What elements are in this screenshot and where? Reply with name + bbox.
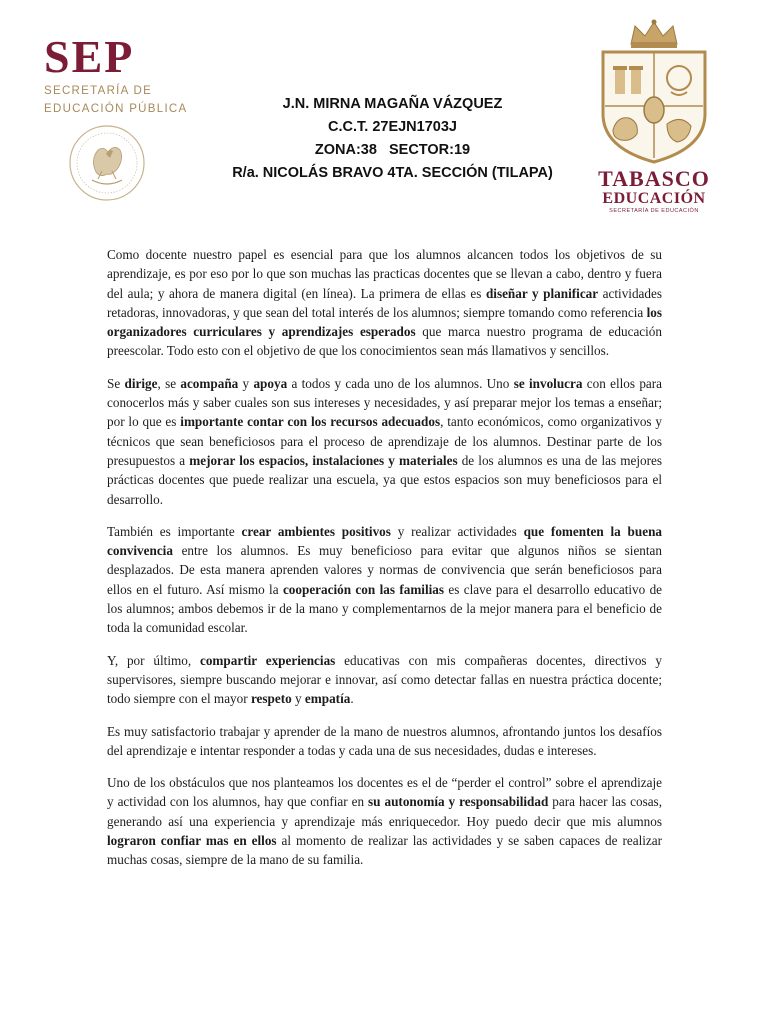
emphasis-text: compartir experiencias xyxy=(199,652,336,668)
paragraph-text: educativas con mis compañeras docentes, directivos y supervisores, siempre buscando mejorar e innovar, así como detectar fallas en nuestra práctica docente; todo siempre con el mayor xyxy=(107,652,663,707)
paragraph-text: de los alumnos es una de las mejores prácticas docentes que puede realizar una escuela, ya que estos espacios son muy beneficiosos para el desarrollo. xyxy=(107,452,662,507)
sep-logo xyxy=(44,31,194,116)
paragraph-text: Uno de los obstáculos que nos planteamos los docentes es el de “perder el control” sobre el aprendizaje y actividad con los alumnos, hay que confiar en xyxy=(107,775,662,810)
paragraph-text: Es muy satisfactorio trabajar y aprender de la mano de nuestros alumnos, afrontando juntos los desafíos del aprendizaje e intentar responder a todas y cada una de sus necesidades, dudas e intereses. xyxy=(107,723,662,758)
tabasco-logo-name: TABASCO xyxy=(598,166,710,191)
emphasis-text: se involucra xyxy=(513,375,583,391)
emphasis-text: su autonomía y responsabilidad xyxy=(368,794,549,810)
emphasis-text: apoya xyxy=(253,375,288,391)
paragraph-text: . xyxy=(350,691,354,707)
emphasis-text: dirige xyxy=(124,375,158,391)
paragraph-text: y xyxy=(238,375,254,391)
paragraph-text: entre los alumnos. Es muy beneficioso para evitar que algunos niños se sientan desplazados. De esta manera aprenden valores y normas de convivencia que serán beneficiosos para ellos en el futuro. Así mismo la xyxy=(107,543,662,597)
sep-logo-word: SEP xyxy=(44,31,135,82)
body-paragraph xyxy=(107,522,662,638)
emphasis-text: crear ambientes positivos xyxy=(241,523,391,539)
school-cct: C.C.T. 27EJN1703J xyxy=(328,119,457,135)
emphasis-text: mejorar los espacios, instalaciones y materiales xyxy=(189,452,458,468)
emphasis-text: los organizadores curriculares y aprendizajes esperados xyxy=(107,304,662,340)
paragraph-text: a todos y cada uno de los alumnos. Uno xyxy=(287,375,514,391)
paragraph-text: para hacer las cosas, generando así una experiencia y aprendizaje más enriquecedor. Hoy puedo decir que mis alumnos xyxy=(107,794,662,829)
emphasis-text: diseñar y planificar xyxy=(485,285,599,301)
body-paragraph xyxy=(107,773,662,869)
paragraph-text: que marca nuestro programa de educación preescolar. Todo esto con el objetivo de que los conocimientos sean más llamativos y sencillos. xyxy=(107,324,662,359)
paragraph-text: es clave para el desarrollo educativo de los alumnos; ambos debemos ir de la mano y complementarnos de la mejor manera para el beneficio de toda la comunidad escolar. xyxy=(107,581,663,636)
body-paragraph xyxy=(107,651,662,709)
paragraph-text: , se xyxy=(157,375,181,391)
paragraph-text: , tanto económicos, como organizativos y técnicos que sean beneficiosos para el proceso de aprendizaje de los alumnos. Destinar parte de los presupuestos a xyxy=(107,414,662,468)
school-address: R/a. NICOLÁS BRAVO 4TA. SECCIÓN (TILAPA) xyxy=(232,165,553,181)
emphasis-text: que fomenten la buena convivencia xyxy=(107,523,662,559)
tabasco-logo-small-text: SECRETARÍA DE EDUCACIÓN xyxy=(609,208,699,214)
emphasis-text: empatía xyxy=(304,691,351,707)
paragraph-text: con ellos para conocerlos más y saber cuales son sus intereses y necesidades, y así preparar mejor los temas a enseñar; por lo que es xyxy=(107,375,663,430)
school-name: J.N. MIRNA MAGAÑA VÁZQUEZ xyxy=(282,96,503,112)
paragraph-text: Y, por último, xyxy=(107,652,200,668)
paragraph-text: actividades retadoras, innovadoras, y que sean del total interés de los alumnos; siempre tomando como referencia xyxy=(107,285,662,320)
paragraph-text: Se xyxy=(107,375,125,391)
tabasco-shield-icon xyxy=(595,18,713,166)
sep-logo-subtitle-1: SECRETARÍA DE xyxy=(44,85,153,97)
school-header xyxy=(200,93,585,185)
body-paragraph xyxy=(107,722,662,761)
paragraph-text: Como docente nuestro papel es esencial para que los alumnos alcancen todos los objetivos de su aprendizaje, es por eso por lo que son muchas las practicas docentes que se llevan a cabo, dentro y fuera del aula; y ahora de manera digital (en línea). La primera de ellas es xyxy=(107,247,662,301)
body-paragraph xyxy=(107,374,662,509)
paragraph-text: También es importante xyxy=(107,523,242,539)
paragraph-text: y xyxy=(291,691,305,707)
paragraph-text: al momento de realizar las actividades y se saben capaces de realizar muchas cosas, siempre de la mano de su familia. xyxy=(107,833,662,868)
tabasco-logo xyxy=(592,18,716,214)
emphasis-text: cooperación con las familias xyxy=(282,581,445,597)
sep-logo-subtitle-2: EDUCACIÓN PÚBLICA xyxy=(44,103,188,115)
mexican-coat-of-arms-seal-icon xyxy=(68,124,146,202)
tabasco-logo-education: EDUCACIÓN xyxy=(602,190,706,207)
emphasis-text: respeto xyxy=(250,691,292,707)
paragraph-text: y realizar actividades xyxy=(390,523,524,539)
emphasis-text: acompaña xyxy=(180,375,239,391)
document-body xyxy=(107,245,662,883)
emphasis-text: lograron confiar mas en ellos xyxy=(107,833,277,849)
school-zone-sector: ZONA:38 SECTOR:19 xyxy=(314,142,471,158)
emphasis-text: importante contar con los recursos adecuados xyxy=(180,414,441,430)
body-paragraph xyxy=(107,245,662,361)
